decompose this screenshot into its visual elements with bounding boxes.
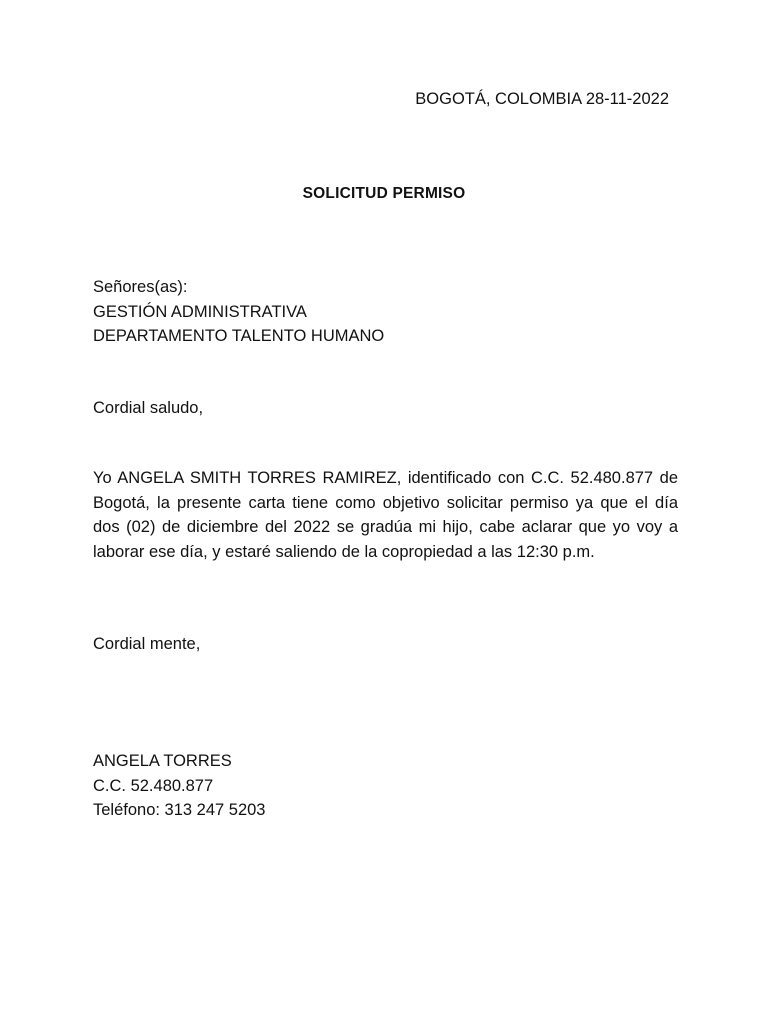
closing: Cordial mente,: [93, 635, 201, 653]
recipient-block: [93, 275, 384, 349]
signature-name: ANGELA TORRES: [93, 752, 232, 770]
greeting: Cordial saludo,: [93, 399, 204, 417]
signature-id: C.C. 52.480.877: [93, 776, 214, 795]
letter-title: SOLICITUD PERMISO: [302, 185, 466, 202]
signature-block: [93, 749, 266, 823]
place-date: BOGOTÁ, COLOMBIA 28-11-2022: [415, 90, 669, 108]
signature-phone: Teléfono: 313 247 5203: [93, 801, 266, 819]
recipient-line-1: GESTIÓN ADMINISTRATIVA: [93, 302, 307, 321]
recipient-salutation: Señores(as):: [93, 278, 188, 296]
letter-body: Yo ANGELA SMITH TORRES RAMIREZ, identificado con C.C. 52.480.877 de Bogotá, la presente carta tiene como objetivo solicitar permiso ya que el día dos (02) de diciembre del 2022 se gradúa mi hijo, cabe aclarar que yo voy a laborar ese día, y estaré saliendo de la copropiedad a las 12:30 p.m.: [93, 469, 678, 561]
recipient-line-2: DEPARTAMENTO TALENTO HUMANO: [93, 327, 385, 345]
